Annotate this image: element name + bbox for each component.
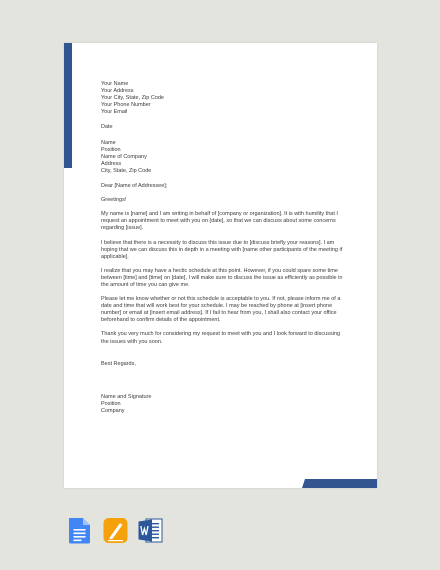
paragraph-1: My name is [name] and I am writing in behalf of [company or organization]. It is with humility that I request an appointment to meet with you on [date], so that we can discuss about some concerns regarding [issue].	[101, 211, 338, 232]
recipient-position: Position	[101, 146, 121, 153]
closing: Best Regards,	[101, 360, 136, 367]
google-docs-icon[interactable]	[67, 517, 92, 544]
apple-pages-icon[interactable]	[103, 517, 128, 544]
ms-word-icon[interactable]	[138, 517, 163, 544]
recipient-address: Address	[101, 160, 122, 167]
bottom-accent-bar	[302, 479, 377, 488]
recipient-block	[101, 140, 347, 175]
left-accent-bar	[64, 43, 72, 168]
paragraph-3: I realize that you may have a hectic schedule at this point. However, if you could spare some time between [time] and [time] on [date], I will make sure to discuss the issue as efficiently as possible in the amount of time you can give me.	[101, 267, 343, 288]
sender-email: Your Email	[101, 109, 128, 116]
paragraph-2: I believe that there is a necessity to discuss this issue due to [discuss briefly your reasons]. I am hoping that we can discuss this in depth in a meeting with [name other participants of the meeting if applicable].	[101, 239, 343, 260]
sender-phone: Your Phone Number	[101, 102, 151, 109]
greeting: Greetings!	[101, 197, 127, 204]
recipient-name: Name	[101, 139, 116, 146]
paragraph-5: Thank you very much for considering my request to meet with you and I look forward to discussing the issues with you soon.	[101, 331, 341, 345]
recipient-company: Name of Company	[101, 153, 147, 160]
sender-block	[101, 81, 347, 116]
signature-block	[101, 394, 347, 415]
signature-company: Company	[101, 407, 125, 414]
sender-city: Your City, State, Zip Code	[101, 95, 164, 102]
paragraph-4: Please let me know whether or not this schedule is acceptable to you. If not, please inform me of a date and time that will work best for your schedule. I may be reached by phone at [insert phone number] or email at [insert email address]. If I fail to hear from you, I shall also contact your office beforehand to confirm details of the appointment.	[101, 296, 341, 324]
sender-address: Your Address	[101, 88, 134, 95]
salutation: Dear [Name of Addressee];	[101, 183, 168, 190]
signature-position: Position	[101, 400, 121, 407]
recipient-city: City, State, Zip Code	[101, 167, 152, 174]
letter-date: Date	[101, 124, 113, 131]
signature-name: Name and Signature	[101, 393, 152, 400]
letter-body	[101, 81, 347, 415]
sender-name: Your Name	[101, 81, 129, 87]
